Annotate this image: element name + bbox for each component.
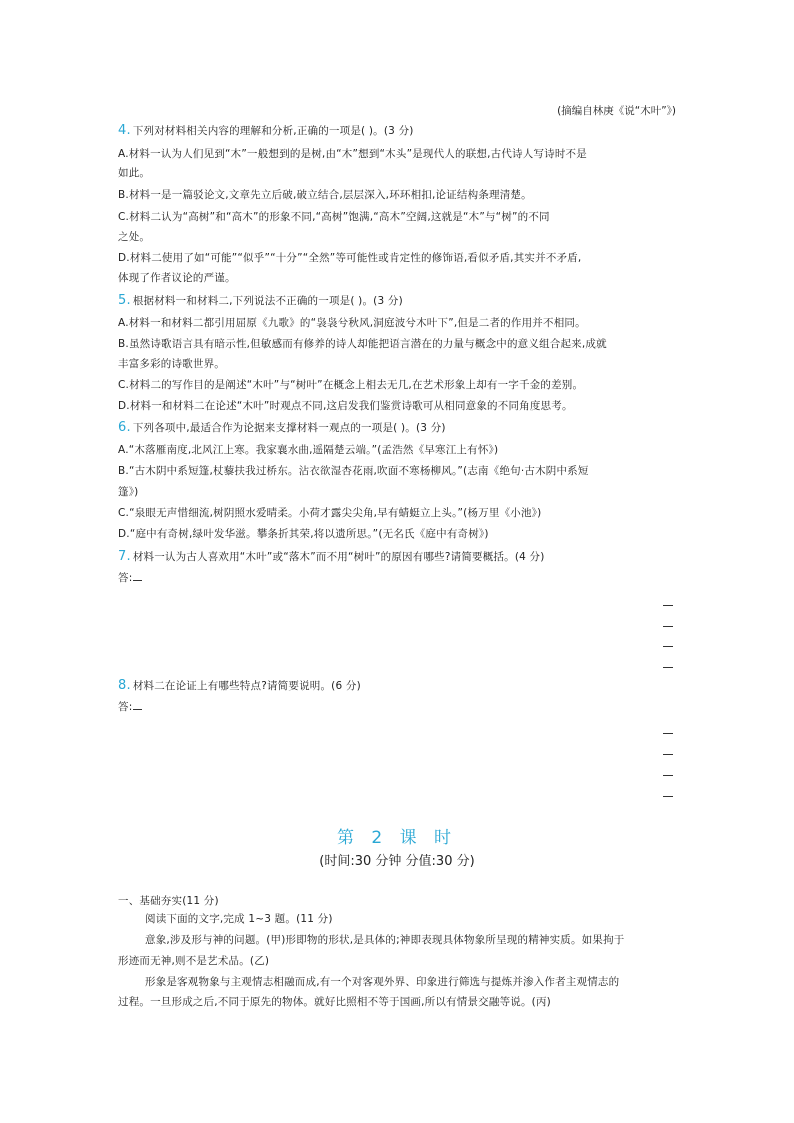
option-b: B.虽然诗歌语言具有暗示性,但敏感而有修养的诗人却能把语言潜在的力量与概念中的意义组合起来,成就 [118, 338, 607, 350]
section-heading: 一、基础夯实(11 分) [118, 895, 219, 907]
paragraph-line: 形迹而无神,则不是艺术品。(乙) [118, 955, 270, 967]
question-text: 下列各项中,最适合作为论据来支撑材料一观点的一项是( )。(3 分) [132, 422, 446, 434]
question-5-stem [118, 294, 678, 308]
question-text: 材料一认为古人喜欢用“木叶”或“落木”而不用“树叶”的原因有哪些?请简要概括。(4 分) [132, 551, 545, 563]
answer-label-text: 答: [118, 572, 133, 584]
section-intro: 阅读下面的文字,完成 1~3 题。(11 分) [145, 913, 333, 925]
option-c: C.材料二的写作目的是阐述“木叶”与“树叶”在概念上相去无几,在艺术形象上却有一字千金的差别。 [118, 379, 584, 391]
source-note: (摘编自林庚《说“木叶”》) [557, 105, 676, 117]
option-b: B.“古木阴中系短篷,杖藜扶我过桥东。沾衣欲湿杏花雨,吹面不寒杨柳风。”(志南《绝句·古木阴中系短 [118, 465, 589, 477]
question-6-stem [118, 421, 678, 435]
answer-line[interactable] [663, 775, 673, 776]
answer-line[interactable] [663, 733, 673, 734]
option-d: D.“庭中有奇树,绿叶发华滋。攀条折其荣,将以遗所思。”(无名氏《庭中有奇树》) [118, 528, 489, 540]
answer-blank[interactable] [133, 709, 142, 710]
option-c: C.“泉眼无声惜细流,树阴照水爱晴柔。小荷才露尖尖角,早有蜻蜓立上头。”(杨万里《小池》) [118, 507, 542, 519]
option-a: A.材料一认为人们见到“木”一般想到的是树,由“木”想到“木头”是现代人的联想,古代诗人写诗时不是 [118, 148, 587, 160]
option-a: A.“木落雁南度,北风江上寒。我家襄水曲,遥隔楚云端。”(孟浩然《早寒江上有怀》) [118, 444, 499, 456]
option-d: D.材料一和材料二在论述“木叶”时观点不同,这启发我们鉴赏诗歌可从相同意象的不同角度思考。 [118, 400, 573, 412]
option-a-cont: 如此。 [118, 167, 151, 179]
lesson-subtitle: (时间:30 分钟 分值:30 分) [319, 854, 475, 869]
answer-line[interactable] [663, 667, 673, 668]
option-b: B.材料一是一篇驳论文,文章先立后破,破立结合,层层深入,环环相扣,论证结构条理清楚。 [118, 189, 532, 201]
option-a: A.材料一和材料二都引用屈原《九歌》的“袅袅兮秋风,洞庭波兮木叶下”,但是二者的作用并不相同。 [118, 317, 586, 329]
question-number: 7. [118, 549, 131, 564]
question-4-stem [118, 124, 678, 138]
answer-label [118, 571, 678, 585]
option-b-cont: 丰富多彩的诗歌世界。 [118, 358, 225, 370]
question-number: 5. [118, 293, 131, 308]
question-text: 下列对材料相关内容的理解和分析,正确的一项是( )。(3 分) [132, 125, 414, 137]
answer-line[interactable] [663, 626, 673, 627]
option-c: C.材料二认为“高树”和“高木”的形象不同,“高树”饱满,“高木”空阔,这就是“木”与“树”的不同 [118, 211, 550, 223]
option-b-cont: 篷》) [118, 486, 139, 498]
answer-label-text: 答: [118, 701, 133, 713]
option-d: D.材料二使用了如“可能”“似乎”“十分”“全然”等可能性或肯定性的修饰语,看似矛盾,其实并不矛盾, [118, 252, 582, 264]
question-number: 4. [118, 123, 131, 138]
paragraph-line: 形象是客观物象与主观情志相融而成,有一个对客观外界、印象进行筛选与提炼并渗入作者主观情志的 [145, 976, 620, 988]
answer-blank[interactable] [133, 580, 142, 581]
question-7-stem [118, 550, 678, 564]
option-c-cont: 之处。 [118, 231, 151, 243]
question-number: 8. [118, 678, 131, 693]
answer-line[interactable] [663, 796, 673, 797]
answer-line[interactable] [663, 646, 673, 647]
answer-line[interactable] [663, 605, 673, 606]
paragraph-line: 意象,涉及形与神的问题。(甲)形即物的形状,是具体的;神即表现具体物象所呈现的精神实质。如果拘于 [145, 934, 625, 946]
paragraph-line: 过程。一旦形成之后,不同于原先的物体。就好比照相不等于国画,所以有情景交融等说。(丙) [118, 996, 551, 1008]
question-number: 6. [118, 420, 131, 435]
lesson-title: 第 2 课 时 [336, 828, 458, 848]
question-8-stem [118, 679, 678, 693]
answer-line[interactable] [663, 754, 673, 755]
question-text: 材料二在论证上有哪些特点?请简要说明。(6 分) [132, 680, 361, 692]
answer-label [118, 700, 678, 714]
option-d-cont: 体现了作者议论的严谨。 [118, 272, 236, 284]
question-text: 根据材料一和材料二,下列说法不正确的一项是( )。(3 分) [132, 295, 403, 307]
